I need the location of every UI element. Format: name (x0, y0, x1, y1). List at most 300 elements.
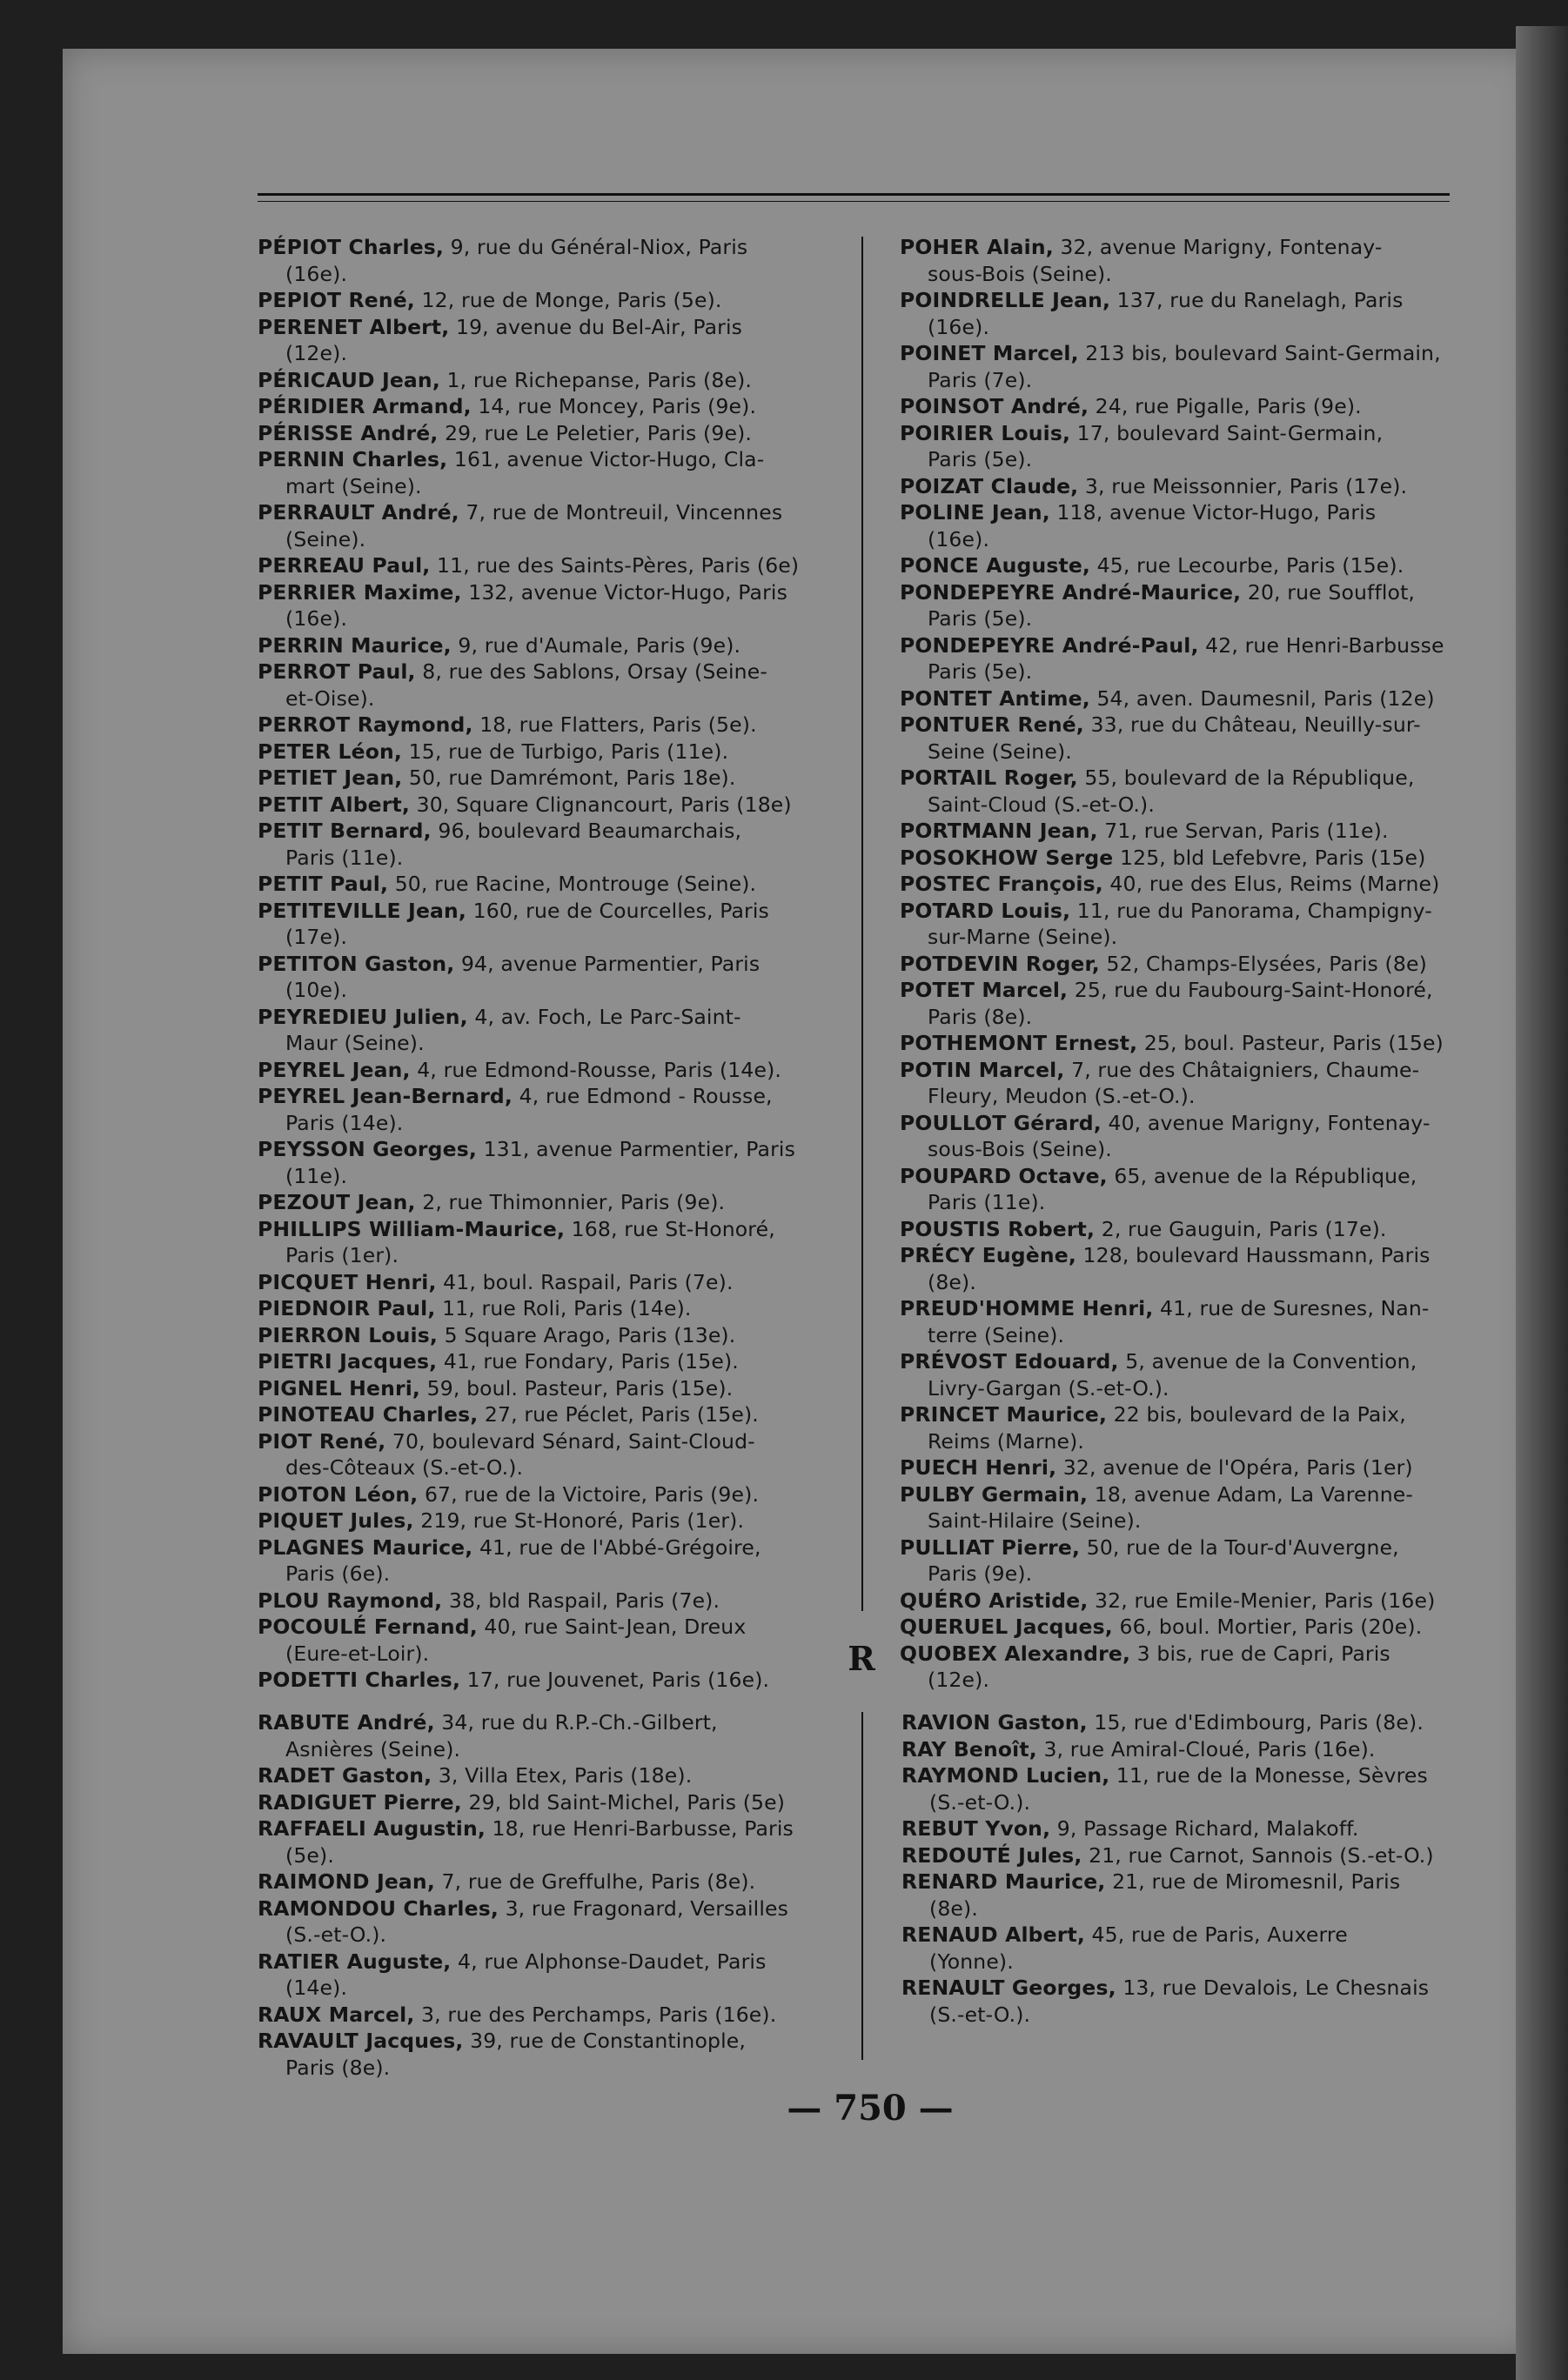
directory-entry (258, 1949, 823, 2002)
entry-name: PHILLIPS William-Maurice, (258, 1216, 566, 1241)
entry-address: 213 bis, boulevard Saint-Germain, (1078, 341, 1441, 365)
entry-address-continued: terre (Seine). (928, 1322, 1065, 1347)
entry-address: 17, rue Jouvenet, Paris (16e). (460, 1668, 770, 1692)
entry-address: 11, rue de la Monesse, Sèvres (1109, 1763, 1428, 1788)
entry-name: PEZOUT Jean, (258, 1190, 416, 1214)
entry-address: 9, rue du Général-Niox, Paris (444, 235, 748, 259)
entry-address: 15, rue de Turbigo, Paris (11e). (402, 739, 729, 764)
directory-entry (258, 1789, 823, 1816)
entry-name: RADET Gaston, (258, 1763, 432, 1788)
column-r-left (258, 1709, 823, 2081)
entry-name: RAIMOND Jean, (258, 1869, 435, 1894)
directory-entry (258, 552, 814, 579)
entry-address: 5 Square Arago, Paris (13e). (437, 1322, 736, 1347)
entry-address-continued: (16e). (928, 526, 990, 552)
entry-name: PULBY Germain, (900, 1481, 1089, 1507)
entry-address: 25, rue du Faubourg-Saint-Honoré, (1068, 978, 1433, 1002)
entry-name: RATIER Auguste, (258, 1949, 452, 1974)
entry-address-continued: (8e). (928, 1269, 976, 1294)
entry-name: RAMONDOU Charles, (258, 1895, 499, 1921)
entry-name: PEPIOT René, (258, 288, 415, 312)
entry-name: PULLIAT Pierre, (900, 1534, 1081, 1560)
entry-address: 3, rue Meissonnier, Paris (17e). (1078, 473, 1408, 498)
directory-entry (900, 1295, 1450, 1348)
directory-entry (900, 1641, 1450, 1694)
entry-address: 38, bld Raspail, Paris (7e). (442, 1588, 720, 1613)
entry-address: 19, avenue du Bel-Air, Paris (449, 314, 743, 339)
entry-name: PRÉCY Eugène, (900, 1243, 1076, 1267)
entry-name: RADIGUET Pierre, (258, 1789, 462, 1815)
entry-address: 70, boulevard Sénard, Saint-Cloud- (385, 1428, 755, 1454)
entry-name: RAVION Gaston, (901, 1710, 1088, 1735)
directory-entry (258, 1295, 814, 1322)
entry-name: POIZAT Claude, (900, 473, 1079, 498)
directory-entry (900, 898, 1450, 951)
entry-name: RENAULT Georges, (901, 1976, 1116, 2000)
entry-address: 32, rue Emile-Menier, Paris (16e) (1088, 1588, 1436, 1613)
directory-entry (901, 1922, 1451, 1975)
entry-address-continued: Saint-Hilaire (Seine). (928, 1508, 1142, 1533)
entry-address: 3, rue Amiral-Cloué, Paris (16e). (1036, 1736, 1376, 1762)
entry-name: PINOTEAU Charles, (258, 1402, 479, 1427)
directory-entry (900, 420, 1450, 473)
entry-name: PERENET Albert, (258, 314, 450, 339)
entry-address-continued: Paris (11e). (928, 1190, 1046, 1214)
entry-address: 161, avenue Victor-Hugo, Cla- (447, 447, 765, 471)
entry-name: POTARD Louis, (900, 898, 1071, 923)
entry-address: 13, rue Devalois, Le Chesnais (1116, 1976, 1430, 2000)
entry-address: 41, rue Fondary, Paris (15e). (437, 1349, 739, 1374)
directory-entry (258, 1815, 823, 1869)
directory-entry (900, 1534, 1450, 1588)
directory-entry (258, 367, 814, 394)
entry-name: PEYSSON Georges, (258, 1137, 477, 1161)
directory-entry (900, 1163, 1450, 1216)
directory-entry (258, 1083, 814, 1136)
directory-entry (900, 340, 1450, 393)
entry-address: 55, boulevard de la République, (1077, 765, 1415, 790)
directory-entry (900, 287, 1450, 340)
entry-address-continued: Paris (1er). (285, 1243, 399, 1267)
entry-name: PIETRI Jacques, (258, 1349, 438, 1374)
directory-entry (900, 1216, 1450, 1243)
entry-address: 219, rue St-Honoré, Paris (1er). (413, 1508, 745, 1533)
directory-entry (258, 1614, 814, 1667)
entry-address: 3, Villa Etex, Paris (18e). (432, 1763, 693, 1788)
entry-address: 160, rue de Courcelles, Paris (466, 898, 769, 923)
directory-entry (258, 1481, 814, 1508)
entry-address: 4, rue Edmond-Rousse, Paris (14e). (410, 1057, 782, 1082)
entry-address-continued: Paris (5e). (928, 659, 1033, 684)
directory-entry (258, 314, 814, 367)
directory-entry (258, 499, 814, 552)
entry-name: PÉRICAUD Jean, (258, 367, 440, 392)
entry-name: POINSOT André, (900, 394, 1089, 418)
directory-entry (900, 1348, 1450, 1401)
entry-address: 22 bis, boulevard de la Paix, (1107, 1402, 1406, 1427)
entry-name: REDOUTÉ Jules, (901, 1842, 1082, 1868)
entry-address: 41, rue de Suresnes, Nan- (1153, 1296, 1430, 1320)
directory-entry (258, 1216, 814, 1269)
directory-entry (900, 579, 1450, 632)
entry-address: 29, rue Le Peletier, Paris (9e). (438, 420, 753, 445)
entry-address-continued: Saint-Cloud (S.-et-O.). (928, 792, 1155, 817)
entry-address: 94, avenue Parmentier, Paris (454, 951, 761, 976)
entry-name: POINDRELLE Jean, (900, 288, 1111, 312)
directory-entry (258, 1322, 814, 1349)
entry-name: RAFFAELI Augustin, (258, 1816, 486, 1841)
entry-name: PONDEPEYRE André-Maurice, (900, 579, 1242, 605)
entry-name: PÉRIDIER Armand, (258, 394, 472, 418)
directory-entry (900, 499, 1450, 552)
entry-name: PONDEPEYRE André-Paul, (900, 632, 1199, 658)
column-divider (861, 237, 863, 1611)
entry-address: 41, rue de l'Abbé-Grégoire, (472, 1534, 761, 1560)
entry-address: 2, rue Gauguin, Paris (17e). (1095, 1216, 1387, 1241)
directory-entry (258, 2002, 823, 2029)
entry-name: POUSTIS Robert, (900, 1216, 1096, 1241)
entry-name: PERROT Paul, (258, 659, 416, 684)
entry-name: QUOBEX Alexandre, (900, 1641, 1131, 1666)
directory-entry (258, 1895, 823, 1949)
entry-address: 50, rue Damrémont, Paris 18e). (402, 765, 736, 790)
entry-address-continued: Paris (9e). (928, 1561, 1033, 1586)
entry-name: POIRIER Louis, (900, 420, 1071, 445)
directory-entry (901, 1736, 1451, 1763)
entry-address: 32, avenue de l'Opéra, Paris (1er) (1056, 1455, 1413, 1480)
entry-address: 131, avenue Parmentier, Paris (476, 1137, 795, 1161)
directory-entry (900, 1454, 1450, 1481)
entry-name: PIERRON Louis, (258, 1322, 438, 1347)
directory-entry (901, 1815, 1451, 1842)
directory-entry (900, 1242, 1450, 1295)
entry-address-continued: Fleury, Meudon (S.-et-O.). (928, 1084, 1196, 1108)
entry-address: 18, avenue Adam, La Varenne- (1088, 1481, 1413, 1507)
entry-address-continued: (12e). (285, 341, 348, 365)
directory-entry (258, 818, 814, 871)
directory-entry (258, 1534, 814, 1588)
entry-address-continued: (S.-et-O.). (285, 1922, 387, 1947)
entry-name: POTDEVIN Roger, (900, 951, 1100, 976)
directory-entry (258, 792, 814, 819)
entry-address: 66, boul. Mortier, Paris (20e). (1112, 1615, 1423, 1639)
top-rule-thin (258, 201, 1450, 202)
entry-name: PETIT Albert, (258, 792, 410, 817)
entry-address-continued: Paris (7e). (928, 367, 1033, 392)
directory-entry (900, 712, 1450, 765)
entry-address-continued: sur-Marne (Seine). (928, 925, 1118, 949)
entry-address-continued: (16e). (285, 261, 348, 286)
directory-entry (900, 234, 1450, 287)
entry-address: 40, rue des Elus, Reims (Marne) (1102, 872, 1440, 896)
directory-entry (258, 1375, 814, 1402)
entry-address-continued: (12e). (928, 1668, 990, 1692)
entry-address: 41, boul. Raspail, Paris (7e). (436, 1269, 734, 1294)
entry-name: POSTEC François, (900, 872, 1103, 896)
directory-entry (258, 1428, 814, 1481)
entry-address: 18, rue Flatters, Paris (5e). (472, 712, 757, 737)
entry-address-continued: Livry-Gargan (S.-et-O.). (928, 1375, 1169, 1401)
entry-address: 33, rue du Château, Neuilly-sur- (1083, 712, 1421, 737)
entry-address-continued: (14e). (285, 1976, 348, 2000)
entry-address: 4, av. Foch, Le Parc-Saint- (467, 1004, 741, 1029)
directory-entry (258, 1189, 814, 1216)
entry-name: QUERUEL Jacques, (900, 1615, 1113, 1639)
entry-name: PONTET Antime, (900, 685, 1090, 711)
entry-address: 42, rue Henri-Barbusse (1198, 632, 1444, 658)
section-letter: R (848, 1639, 875, 1678)
directory-entry (258, 739, 814, 765)
entry-address: 24, rue Pigalle, Paris (9e). (1089, 394, 1362, 418)
directory-entry (258, 1004, 814, 1057)
entry-name: REBUT Yvon, (901, 1816, 1051, 1841)
entry-name: POLINE Jean, (900, 500, 1050, 525)
entry-name: PETIET Jean, (258, 765, 403, 790)
entry-address-continued: Paris (11e). (285, 845, 404, 870)
directory-entry (900, 1588, 1450, 1615)
directory-entry (900, 977, 1450, 1030)
entry-name: PÉPIOT Charles, (258, 235, 445, 259)
entry-address-continued: Paris (6e). (285, 1561, 391, 1586)
entry-address: 40, avenue Marigny, Fontenay- (1101, 1110, 1431, 1135)
entry-name: PERNIN Charles, (258, 447, 448, 471)
entry-address-continued: des-Côteaux (S.-et-O.). (285, 1455, 524, 1480)
directory-entry (258, 712, 814, 739)
entry-address: 128, boulevard Haussmann, Paris (1075, 1243, 1431, 1267)
directory-entry (258, 659, 814, 712)
top-rule (258, 193, 1450, 196)
directory-entry (900, 1401, 1450, 1454)
entry-address: 45, rue de Paris, Auxerre (1084, 1922, 1348, 1947)
directory-entry (258, 420, 814, 447)
entry-address: 67, rue de la Victoire, Paris (9e). (418, 1481, 760, 1507)
entry-address-continued: (16e). (285, 606, 348, 631)
entry-address-continued: (10e). (285, 978, 348, 1002)
entry-address: 11, rue des Saints-Pères, Paris (6e) (430, 553, 800, 578)
entry-address: 29, bld Saint-Michel, Paris (5e) (461, 1789, 786, 1815)
directory-entry (258, 898, 814, 951)
entry-address-continued: Asnières (Seine). (285, 1736, 461, 1762)
entry-name: PETIT Paul, (258, 872, 389, 896)
entry-address: 5, avenue de la Convention, (1118, 1349, 1417, 1374)
directory-entry (900, 951, 1450, 978)
entry-address: 118, avenue Victor-Hugo, Paris (1049, 500, 1377, 525)
directory-entry (900, 685, 1450, 712)
entry-name: PETER Léon, (258, 739, 403, 764)
entry-name: PERRIER Maxime, (258, 579, 462, 605)
entry-name: PETITEVILLE Jean, (258, 898, 466, 923)
directory-entry (258, 446, 814, 499)
entry-address: 52, Champs-Elysées, Paris (8e) (1099, 951, 1427, 976)
entry-address: 20, rue Soufflot, (1241, 579, 1416, 605)
entry-name: PERRIN Maurice, (258, 632, 452, 658)
entry-address: 32, avenue Marigny, Fontenay- (1053, 235, 1383, 259)
directory-entry (258, 1348, 814, 1375)
entry-address: 54, aven. Daumesnil, Paris (12e) (1089, 685, 1435, 711)
directory-entry (258, 1508, 814, 1534)
entry-name: PIOTON Léon, (258, 1481, 419, 1507)
entry-address: 168, rue St-Honoré, (565, 1216, 775, 1241)
entry-name: PORTAIL Roger, (900, 765, 1078, 790)
entry-address-continued: Paris (14e). (285, 1110, 404, 1135)
entry-address: 125, bld Lefebvre, Paris (15e) (1113, 845, 1426, 870)
entry-address: 8, rue des Sablons, Orsay (Seine- (415, 659, 767, 684)
entry-name: POULLOT Gérard, (900, 1110, 1102, 1135)
entry-address: 39, rue de Constantinople, (463, 2029, 746, 2053)
entry-address: 18, rue Henri-Barbusse, Paris (485, 1816, 794, 1841)
entry-name: RAUX Marcel, (258, 2002, 415, 2027)
entry-address-continued: Seine (Seine). (928, 739, 1072, 764)
entry-address: 45, rue Lecourbe, Paris (15e). (1090, 553, 1404, 578)
column-left (258, 234, 814, 1694)
entry-address: 3, rue Fragonard, Versailles (498, 1895, 789, 1921)
directory-entry (258, 234, 814, 287)
entry-address: 40, rue Saint-Jean, Dreux (477, 1615, 747, 1639)
entry-address-continued: (S.-et-O.). (929, 1789, 1031, 1815)
entry-name: POSOKHOW Serge (900, 845, 1114, 870)
entry-address-continued: Paris (8e). (285, 2055, 391, 2080)
entry-address-continued: Maur (Seine). (285, 1031, 425, 1055)
entry-name: PONCE Auguste, (900, 553, 1091, 578)
entry-name: PREUD'HOMME Henri, (900, 1296, 1154, 1320)
column-right (900, 234, 1450, 1694)
entry-name: POUPARD Octave, (900, 1163, 1108, 1188)
directory-entry (900, 1030, 1450, 1057)
directory-entry (900, 393, 1450, 420)
directory-entry (258, 2028, 823, 2081)
entry-address: 12, rue de Monge, Paris (5e). (414, 288, 722, 312)
entry-name: PONTUER René, (900, 712, 1084, 737)
entry-address: 21, rue Carnot, Sannois (S.-et-O.) (1082, 1842, 1434, 1868)
entry-name: POTIN Marcel, (900, 1057, 1065, 1082)
directory-entry (901, 1842, 1451, 1869)
entry-address: 7, rue de Greffulhe, Paris (8e). (434, 1869, 756, 1894)
entry-name: PEYREDIEU Julien, (258, 1004, 468, 1029)
directory-entry (258, 1869, 823, 1895)
directory-entry (258, 287, 814, 314)
entry-name: PIEDNOIR Paul, (258, 1296, 436, 1320)
directory-entry (258, 1588, 814, 1615)
entry-address-continued: (17e). (285, 925, 348, 949)
entry-address-continued: Reims (Marne). (928, 1428, 1085, 1454)
directory-entry (901, 1762, 1451, 1815)
entry-name: POTHEMONT Ernest, (900, 1031, 1138, 1055)
entry-address-continued: (Eure-et-Loir). (285, 1641, 430, 1666)
entry-address-continued: Paris (5e). (928, 447, 1033, 471)
directory-entry (258, 1401, 814, 1428)
directory-entry (258, 1057, 814, 1084)
entry-address: 4, rue Alphonse-Daudet, Paris (451, 1949, 767, 1974)
directory-entry (900, 765, 1450, 818)
entry-address-continued: (Yonne). (929, 1949, 1014, 1974)
entry-address: 4, rue Edmond - Rousse, (513, 1084, 773, 1108)
directory-entry (258, 871, 814, 898)
directory-entry (258, 1269, 814, 1296)
directory-entry (258, 1762, 823, 1789)
directory-entry (901, 1709, 1451, 1736)
directory-entry (258, 765, 814, 792)
entry-address-continued: sous-Bois (Seine). (928, 261, 1112, 286)
entry-name: PLAGNES Maurice, (258, 1534, 473, 1560)
entry-address-continued: (5e). (285, 1842, 334, 1868)
entry-address: 30, Square Clignancourt, Paris (18e) (409, 792, 792, 817)
entry-address: 3, rue des Perchamps, Paris (16e). (414, 2002, 777, 2027)
entry-name: PRINCET Maurice, (900, 1402, 1108, 1427)
entry-address-continued: mart (Seine). (285, 473, 422, 498)
entry-address-continued: Paris (8e). (928, 1004, 1033, 1029)
entry-address: 11, rue Roli, Paris (14e). (435, 1296, 692, 1320)
entry-name: PLOU Raymond, (258, 1588, 443, 1613)
directory-entry (900, 632, 1450, 685)
directory-entry (900, 552, 1450, 579)
directory-entry (258, 951, 814, 1004)
entry-address: 65, avenue de la République, (1107, 1163, 1417, 1188)
entry-name: PEYREL Jean-Bernard, (258, 1084, 513, 1108)
entry-name: PÉRISSE André, (258, 420, 439, 445)
directory-entry (900, 1481, 1450, 1534)
directory-entry (258, 579, 814, 632)
entry-name: PETITON Gaston, (258, 951, 455, 976)
entry-address: 17, boulevard Saint-Germain, (1070, 420, 1384, 445)
directory-entry (258, 1667, 814, 1694)
entry-address: 34, rue du R.P.-Ch.-Gilbert, (434, 1710, 718, 1735)
entry-address: 96, boulevard Beaumarchais, (431, 819, 742, 843)
entry-name: PIQUET Jules, (258, 1508, 414, 1533)
page-number: — 750 — (787, 2088, 954, 2129)
entry-address: 7, rue des Châtaigniers, Chaume- (1064, 1057, 1420, 1082)
entry-name: PIGNEL Henri, (258, 1375, 420, 1401)
column-r-right (901, 1709, 1451, 2028)
entry-address: 14, rue Moncey, Paris (9e). (471, 394, 757, 418)
entry-address-continued: (11e). (285, 1163, 348, 1188)
entry-address-continued: (16e). (928, 314, 990, 339)
entry-name: PICQUET Henri, (258, 1269, 437, 1294)
entry-address: 27, rue Péclet, Paris (15e). (478, 1402, 759, 1427)
entry-address-continued: et-Oise). (285, 685, 375, 711)
entry-name: PEYREL Jean, (258, 1057, 411, 1082)
entry-name: PODETTI Charles, (258, 1668, 461, 1692)
entry-name: RABUTE André, (258, 1710, 435, 1735)
entry-name: POCOULÉ Fernand, (258, 1615, 478, 1639)
entry-address: 50, rue Racine, Montrouge (Seine). (388, 872, 757, 896)
entry-address: 21, rue de Miromesnil, Paris (1105, 1869, 1401, 1894)
directory-entry (258, 1709, 823, 1762)
directory-entry (258, 393, 814, 420)
directory-entry (900, 473, 1450, 500)
entry-address: 15, rue d'Edimbourg, Paris (8e). (1087, 1710, 1424, 1735)
entry-name: RAY Benoît, (901, 1736, 1037, 1762)
entry-address-continued: (S.-et-O.). (929, 2002, 1031, 2027)
entry-address-continued: (Seine). (285, 526, 366, 552)
entry-name: RENAUD Albert, (901, 1922, 1085, 1947)
directory-entry (900, 1614, 1450, 1641)
entry-name: PIOT René, (258, 1428, 386, 1454)
entry-name: RENARD Maurice, (901, 1869, 1106, 1894)
entry-name: PRÉVOST Edouard, (900, 1349, 1119, 1374)
entry-name: PERREAU Paul, (258, 553, 431, 578)
entry-name: PERROT Raymond, (258, 712, 473, 737)
entry-name: POTET Marcel, (900, 978, 1069, 1002)
directory-entry (900, 845, 1450, 872)
directory-entry (900, 1110, 1450, 1163)
entry-address: 1, rue Richepanse, Paris (8e). (439, 367, 753, 392)
entry-address: 71, rue Servan, Paris (11e). (1097, 819, 1389, 843)
entry-address: 9, rue d'Aumale, Paris (9e). (451, 632, 741, 658)
directory-entry (900, 871, 1450, 898)
entry-name: PUECH Henri, (900, 1455, 1057, 1480)
directory-entry (901, 1869, 1451, 1922)
entry-name: PETIT Bernard, (258, 819, 432, 843)
